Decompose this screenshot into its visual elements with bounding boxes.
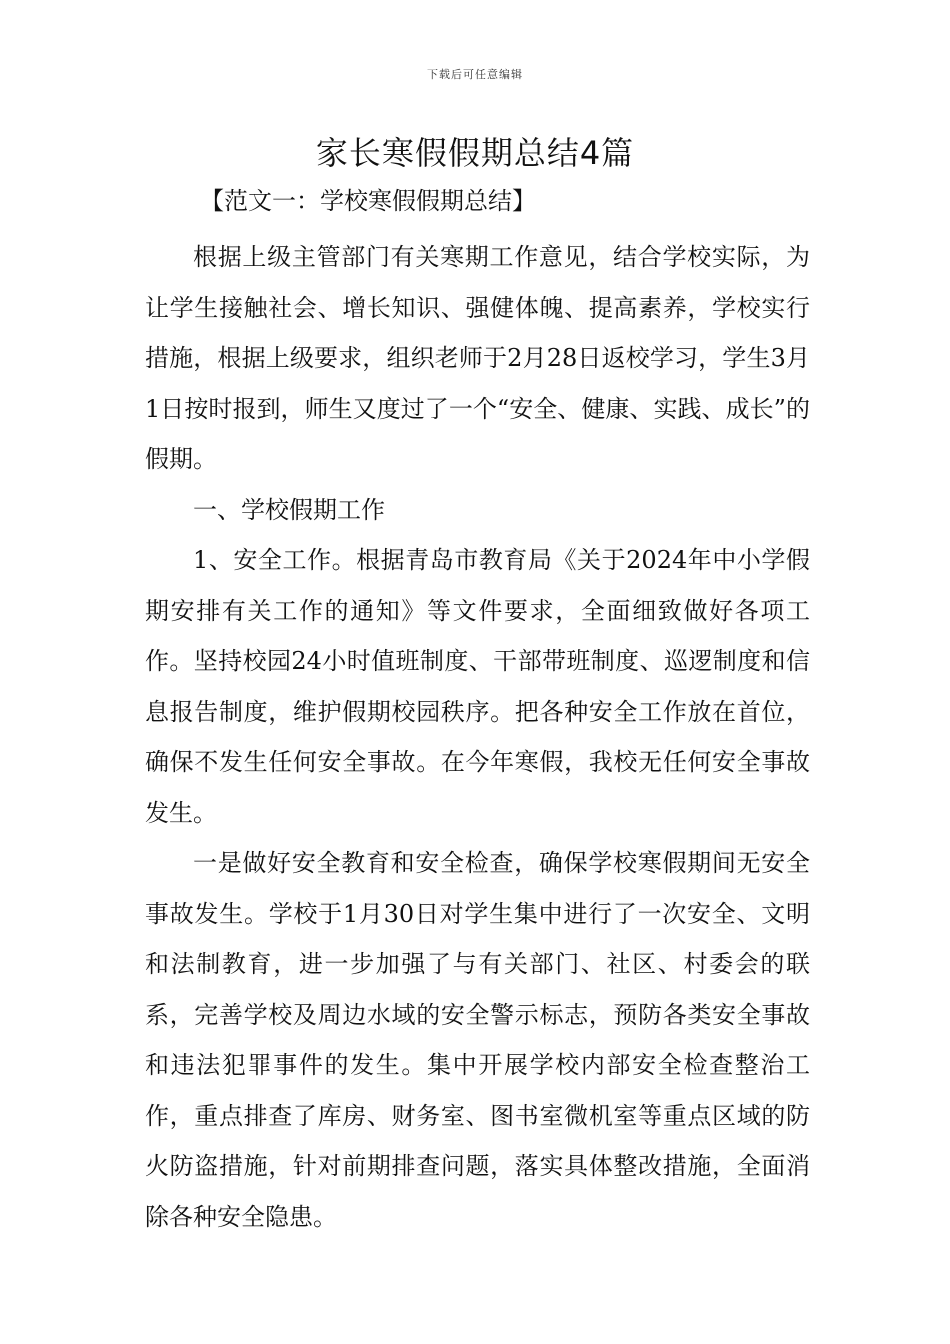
paragraph-safety-work: 1、安全工作。根据青岛市教育局《关于2024年中小学假期安排有关工作的通知》等文件要求，全面细致做好各项工作。坚持校园24小时值班制度、干部带班制度、巡逻制度和信息报告制度，维护假期校园秩序。把各种安全工作放在首位，确保不发生任何安全事故。在今年寒假，我校无任何安全事故发生。 bbox=[145, 546, 810, 827]
header-note: 下载后可任意编辑 bbox=[427, 68, 523, 81]
paragraph-intro: 根据上级主管部门有关寒期工作意见，结合学校实际，为让学生接触社会、增长知识、强健体魄、提高素养，学校实行措施，根据上级要求，组织老师于2月28日返校学习，学生3月1日按时报到，师生又度过了一个“安全、健康、实践、成长”的假期。 bbox=[145, 243, 810, 473]
paragraph-safety-education: 一是做好安全教育和安全检查，确保学校寒假期间无安全事故发生。学校于1月30日对学生集中进行了一次安全、文明和法制教育，进一步加强了与有关部门、社区、村委会的联系，完善学校及周边水域的安全警示标志，预防各类安全事故和违法犯罪事件的发生。集中开展学校内部安全检查整治工作，重点排查了库房、财务室、图书室微机室等重点区域的防火防盗措施，针对前期排查问题，落实具体整改措施，全面消除各种安全隐患。 bbox=[145, 849, 810, 1231]
section-subtitle: 【范文一：学校寒假假期总结】 bbox=[200, 187, 536, 215]
document-title: 家长寒假假期总结4篇 bbox=[315, 134, 635, 172]
document-body bbox=[145, 232, 810, 1242]
section-heading-school-work: 一、学校假期工作 bbox=[193, 495, 385, 524]
